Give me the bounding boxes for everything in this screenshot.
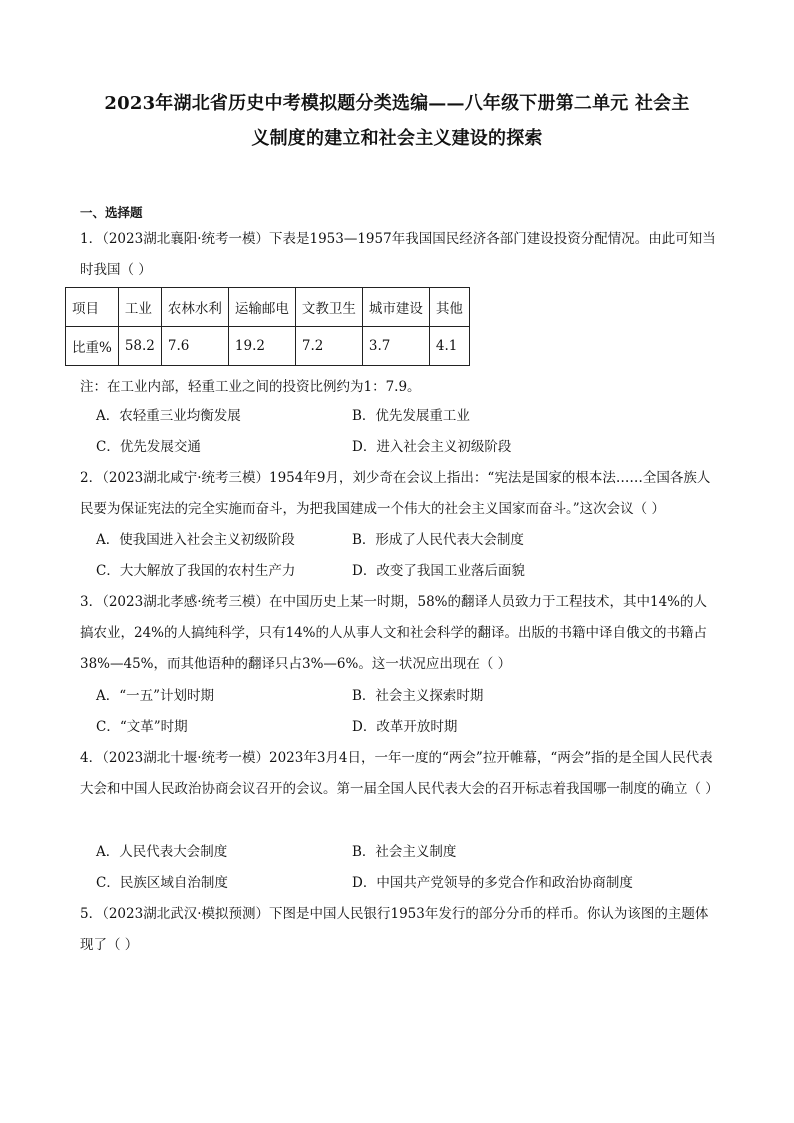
question-1-option-c: C．优先发展交通 bbox=[96, 439, 201, 455]
table-header-cell: 项目 bbox=[66, 288, 119, 327]
table-header-cell: 城市建设 bbox=[362, 288, 429, 327]
question-4-option-c: C．民族区域自治制度 bbox=[96, 875, 228, 891]
question-3-option-a: A．“一五”计划时期 bbox=[96, 688, 215, 704]
question-2-option-a: A．使我国进入社会主义初级阶段 bbox=[96, 532, 295, 548]
table-cell: 比重% bbox=[66, 327, 119, 366]
table-header-cell: 农林水利 bbox=[161, 288, 228, 327]
table-header-cell: 运输邮电 bbox=[228, 288, 295, 327]
table-header-cell: 文教卫生 bbox=[295, 288, 362, 327]
table-row bbox=[66, 327, 470, 366]
table-cell: 3.7 bbox=[362, 327, 429, 366]
title-line-1: 2023年湖北省历史中考模拟题分类选编——八年级下册第二单元 社会主 bbox=[104, 93, 690, 114]
question-4-option-d: D．中国共产党领导的多党合作和政治协商制度 bbox=[352, 875, 633, 891]
question-1-option-a: A．农轻重三业均衡发展 bbox=[96, 408, 241, 424]
table-header-cell: 其他 bbox=[429, 288, 469, 327]
question-2-option-d: D．改变了我国工业落后面貌 bbox=[352, 563, 525, 579]
question-1-note: 注：在工业内部，轻重工业之间的投资比例约为1：7.9。 bbox=[80, 379, 421, 395]
table-cell: 4.1 bbox=[429, 327, 469, 366]
table-cell: 58.2 bbox=[118, 327, 161, 366]
investment-table bbox=[65, 287, 470, 366]
table-cell: 19.2 bbox=[228, 327, 295, 366]
question-5-stem: 5．（2023湖北武汉·模拟预测）下图是中国人民银行1953年发行的部分分币的样币。你认为该图的主题体现了（ ） bbox=[80, 906, 709, 953]
question-1-stem: 1．（2023湖北襄阳·统考一模）下表是1953—1957年我国国民经济各部门建设投资分配情况。由此可知当时我国（ ） bbox=[80, 231, 716, 278]
question-1-option-b: B．优先发展重工业 bbox=[352, 408, 470, 424]
question-1-option-d: D．进入社会主义初级阶段 bbox=[352, 439, 512, 455]
question-3-option-c: C．“文革”时期 bbox=[96, 719, 188, 735]
table-cell: 7.6 bbox=[161, 327, 228, 366]
question-2-option-b: B．形成了人民代表大会制度 bbox=[352, 532, 524, 548]
document-title bbox=[70, 86, 724, 156]
question-3-stem: 3．（2023湖北孝感·统考三模）在中国历史上某一时期，58%的翻译人员致力于工程技术，其中14%的人搞农业，24%的人搞纯科学，只有14%的人从事人文和社会科学的翻译。出版的书籍中译自俄文的书籍占38%—45%，而其他语种的翻译只占3%—6%。这一状况应出现在（ ） bbox=[80, 594, 708, 672]
question-2-stem: 2．（2023湖北咸宁·统考三模）1954年9月，刘少奇在会议上指出：“宪法是国家的根本法……全国各族人民要为保证宪法的完全实施而奋斗，为把我国建成一个伟大的社会主义国家而奋斗。”这次会议（ ） bbox=[80, 470, 711, 517]
title-line-2: 义制度的建立和社会主义建设的探索 bbox=[251, 128, 543, 149]
section-heading: 一、选择题 bbox=[80, 205, 143, 220]
question-4-option-b: B．社会主义制度 bbox=[352, 844, 457, 860]
question-4-option-a: A．人民代表大会制度 bbox=[96, 844, 228, 860]
question-3-option-b: B．社会主义探索时期 bbox=[352, 688, 484, 704]
table-header-cell: 工业 bbox=[118, 288, 161, 327]
question-2-option-c: C．大大解放了我国的农村生产力 bbox=[96, 563, 296, 579]
question-3-option-d: D．改革开放时期 bbox=[352, 719, 458, 735]
table-cell: 7.2 bbox=[295, 327, 362, 366]
table-row bbox=[66, 288, 470, 327]
question-4-stem: 4．（2023湖北十堰·统考一模）2023年3月4日，一年一度的“两会”拉开帷幕，“两会”指的是全国人民代表大会和中国人民政治协商会议召开的会议。第一届全国人民代表大会的召开标志着我国哪一制度的确立（ ） bbox=[80, 750, 719, 797]
